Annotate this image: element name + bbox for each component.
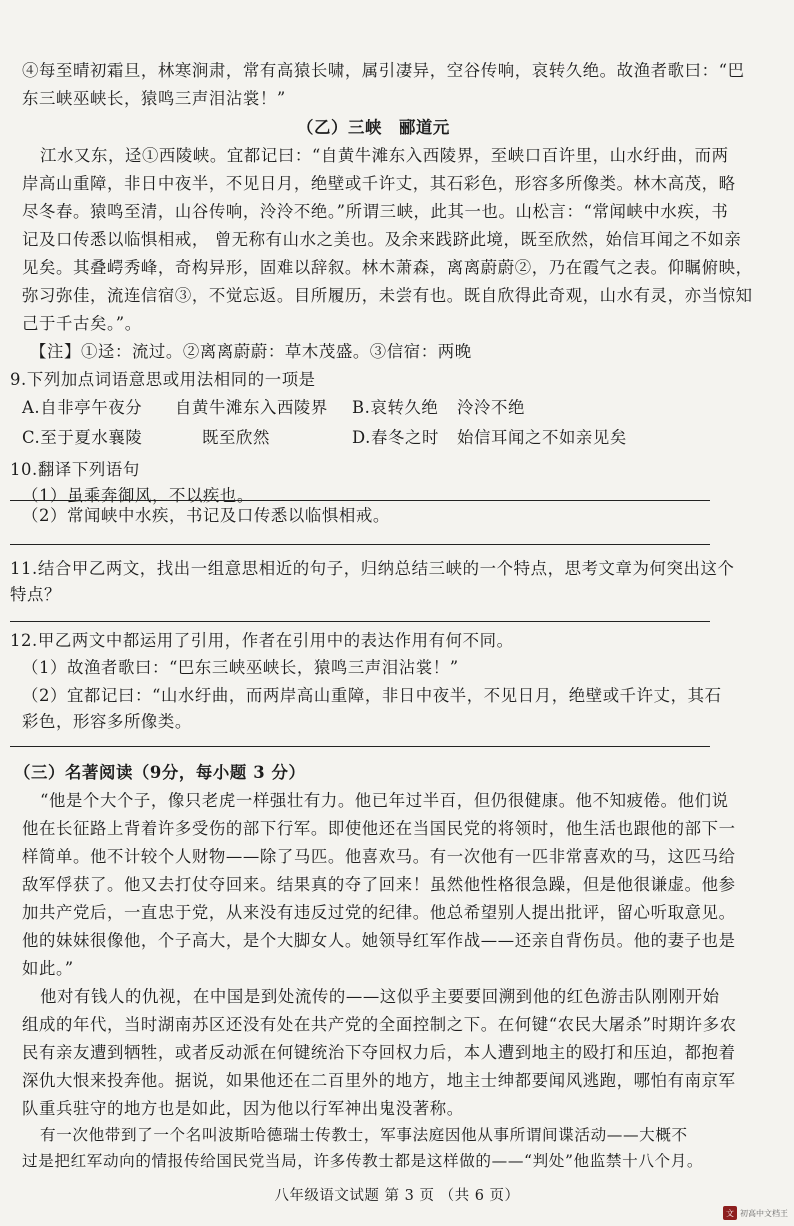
answer-line <box>10 746 710 747</box>
section-3-line: 他的妹妹很像他，个子高大，是个大脚女人。她领导红军作战——还亲自背伤员。他的妻子也是 <box>22 931 736 950</box>
section-3-line: 样简单。他不计较个人财物——除了马匹。他喜欢马。有一次他有一匹非常喜欢的马，这匹马给 <box>22 847 736 866</box>
page-footer: 八年级语文试题 第 3 页 （共 6 页） <box>274 1188 520 1204</box>
q10-item-1: （1）虽乘奔御风，不以疾也。 <box>22 486 254 505</box>
q9-option-a-pair: 自黄牛滩东入西陵界 <box>175 398 328 417</box>
q12-item-1: （1）故渔者歌曰：“巴东三峡巫峡长，猿鸣三声泪沾裳！” <box>22 658 459 677</box>
section-3-line: 有一次他带到了一个名叫波斯哈德瑞士传教士，军事法庭因他从事所谓间谍活动——大概不 <box>40 1126 688 1144</box>
passage-b-line: 见矣。其叠崿秀峰，奇构异形，固难以辞叙。林木萧森，离离蔚蔚②，乃在霞气之表。仰瞩俯映， <box>22 258 753 277</box>
q12-stem: 12.甲乙两文中都运用了引用，作者在引用中的表达作用有何不同。 <box>10 631 514 650</box>
q9-option-d-pair: 始信耳闻之不如亲见矣 <box>457 428 627 447</box>
q9-option-d: D.春冬之时 <box>352 428 439 447</box>
logo-icon: 文 <box>723 1206 737 1220</box>
q9-option-a: A.自非亭午夜分 <box>22 398 143 417</box>
watermark-text: 初高中文档王 <box>740 1208 788 1218</box>
section-3-line: 加共产党后，一直忠于党，从来没有违反过党的纪律。他总希望别人提出批评，留心听取意见。 <box>22 903 736 922</box>
passage-a-line: ④每至晴初霜旦，林寒涧肃，常有高猿长啸，属引凄异，空谷传响，哀转久绝。故渔者歌曰：“巴 <box>22 61 745 80</box>
q9-option-c: C.至于夏水襄陵 <box>22 428 143 447</box>
passage-b-line: 江水又东，迳①西陵峡。宜都记曰：“自黄牛滩东入西陵界，至峡口百许里，山水纡曲，而两 <box>40 146 729 165</box>
passage-b-line: 己于千古矣。”。 <box>22 314 142 333</box>
section-3-line: 深仇大恨来投奔他。据说，如果他还在二百里外的地方，地主士绅都要闻风逃跑，哪怕有南京军 <box>22 1071 736 1090</box>
q12-item-2-line: 彩色，形容多所像类。 <box>22 712 192 731</box>
q9-option-b-pair: 泠泠不绝 <box>457 398 525 417</box>
section-3-line: 组成的年代，当时湖南苏区还没有处在共产党的全面控制之下。在何键“农民大屠杀”时期许多农 <box>22 1015 737 1034</box>
passage-b-note: 【注】①迳：流过。②离离蔚蔚：草木茂盛。③信宿：两晚 <box>30 342 472 361</box>
passage-b-title: （乙）三峡 郦道元 <box>297 118 450 137</box>
section-3-line: 队重兵驻守的地方也是如此，因为他以行军神出鬼没著称。 <box>22 1099 464 1118</box>
section-3-line: 如此。” <box>22 959 74 978</box>
passage-a-line: 东三峡巫峡长，猿鸣三声泪沾裳！” <box>22 89 286 108</box>
q9-option-b: B.哀转久绝 <box>352 398 439 417</box>
section-3-line: 敌军俘获了。他又去打仗夺回来。结果真的夺了回来！虽然他性格很急躁，但是他很谦虚。他参 <box>22 875 736 894</box>
q10-item-2: （2）常闻峡中水疾，书记及口传悉以临惧相戒。 <box>22 506 390 525</box>
section-3-line: 过是把红军动向的情报传给国民党当局，许多传教士都是这样做的——“判处”他监禁十八个月。 <box>22 1152 704 1170</box>
answer-line <box>10 500 710 501</box>
q9-stem: 9.下列加点词语意思或用法相同的一项是 <box>10 370 316 389</box>
section-3-title: （三）名著阅读（9分，每小题 3 分） <box>14 763 306 782</box>
passage-b-line: 尽冬春。猿鸣至清，山谷传响，泠泠不绝。”所谓三峡，此其一也。山松言：“常闻峡中水疾，书 <box>22 202 729 221</box>
answer-line <box>10 544 710 545</box>
section-3-line: “他是个大个子，像只老虎一样强壮有力。他已年过半百，但仍很健康。他不知疲倦。他们说 <box>40 791 729 810</box>
section-3-line: 他在长征路上背着许多受伤的部下行军。即使他还在当国民党的将领时，他生活也跟他的部下一 <box>22 819 736 838</box>
section-3-line: 他对有钱人的仇视，在中国是到处流传的——这似乎主要要回溯到他的红色游击队刚刚开始 <box>40 987 720 1006</box>
q11-line: 特点？ <box>10 585 61 604</box>
passage-b-line: 记及口传悉以临惧相戒， 曾无称有山水之美也。及余来践跻此境，既至欣然，始信耳闻之不如亲 <box>22 230 742 249</box>
passage-b-line: 岸高山重障，非日中夜半，不见日月，绝壁或千许丈，其石彩色，形容多所像类。林木高茂，略 <box>22 174 736 193</box>
q9-option-c-pair: 既至欣然 <box>202 428 270 447</box>
q10-stem: 10.翻译下列语句 <box>10 460 140 479</box>
q12-item-2-line: （2）宜都记曰：“山水纡曲，而两岸高山重障，非日中夜半，不见日月，绝壁或千许丈，其石 <box>22 686 722 705</box>
answer-line <box>10 621 710 622</box>
section-3-line: 民有亲友遭到牺牲，或者反动派在何键统治下夺回权力后，本人遭到地主的殴打和压迫，都抱着 <box>22 1043 736 1062</box>
watermark-logo <box>723 1206 788 1220</box>
q11-line: 11.结合甲乙两文，找出一组意思相近的句子，归纳总结三峡的一个特点，思考文章为何突出这个 <box>10 559 735 578</box>
passage-b-line: 弥习弥佳，流连信宿③，不觉忘返。目所履历，未尝有也。既自欣得此奇观，山水有灵，亦当惊知 <box>22 286 753 305</box>
